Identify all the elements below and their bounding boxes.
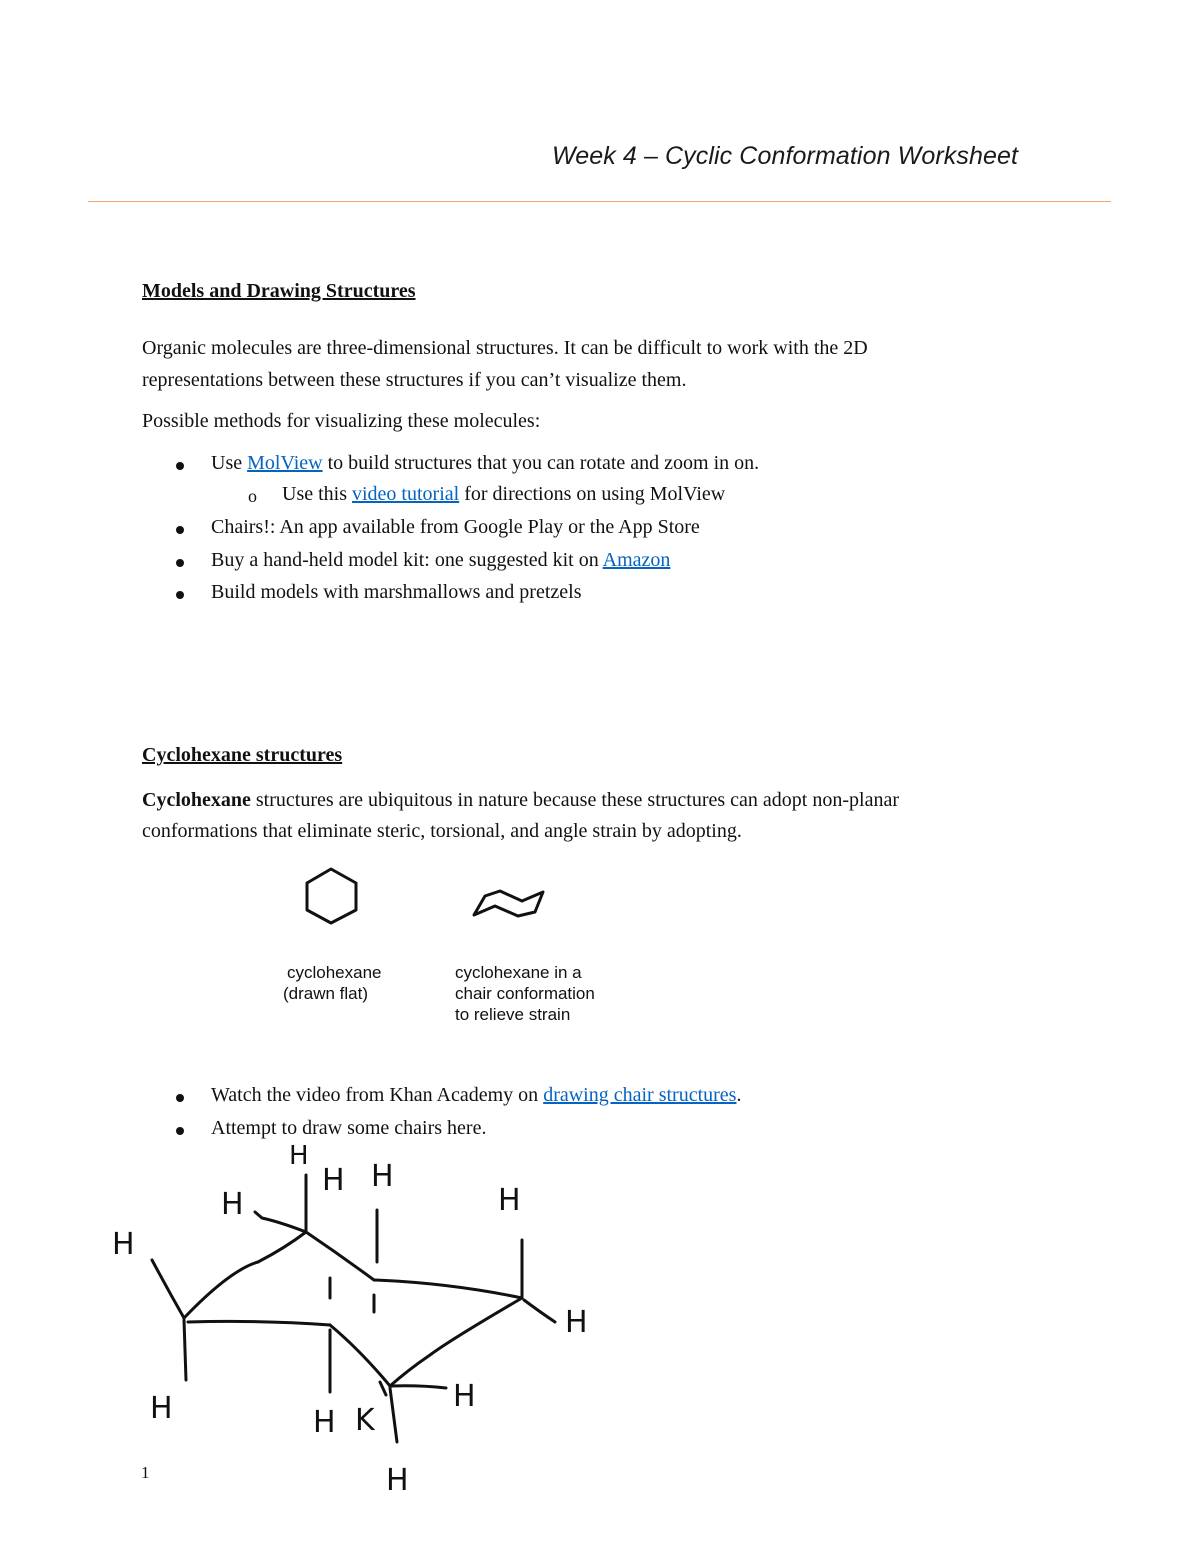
hydrogen-label: H: [371, 1159, 394, 1194]
page-header-title: Week 4 – Cyclic Conformation Worksheet: [552, 142, 1019, 170]
chair-caption-line-1: cyclohexane in a: [455, 963, 582, 982]
khan-bullet-suffix: .: [736, 1084, 742, 1106]
cyclohexane-section-heading: Cyclohexane structures: [142, 744, 343, 766]
marshmallow-bullet: Build models with marshmallows and pretzels: [211, 581, 582, 603]
amazon-link[interactable]: Amazon: [602, 549, 671, 571]
flat-caption-line-2: (drawn flat): [283, 984, 369, 1003]
cyclohexane-para-line-2: conformations that eliminate steric, torsional, and angle strain by adopting.: [142, 820, 742, 842]
chair-caption-line-2: chair conformation: [455, 984, 595, 1003]
flat-caption-line-1: cyclohexane: [287, 963, 382, 982]
chair-caption-line-3: to relieve strain: [455, 1005, 571, 1024]
cyclohexane-term: Cyclohexane: [142, 789, 251, 811]
methods-intro: Possible methods for visualizing these molecules:: [142, 410, 541, 432]
hydrogen-label: H: [565, 1305, 588, 1340]
hydrogen-label: H: [453, 1379, 476, 1414]
hydrogen-label: H: [150, 1391, 173, 1426]
hydrogen-label: H: [221, 1187, 244, 1222]
hydrogen-label: H: [386, 1463, 409, 1498]
molview-bullet-suffix: to build structures that you can rotate and zoom in on.: [322, 452, 760, 474]
hydrogen-label: H: [289, 1141, 309, 1171]
intro-line-2: representations between these structures if you can’t visualize them.: [142, 369, 687, 391]
sub-bullet-marker: o: [248, 486, 257, 506]
attempt-draw-bullet: Attempt to draw some chairs here.: [211, 1117, 487, 1139]
chairs-app-bullet: Chairs!: An app available from Google Play or the App Store: [211, 516, 700, 538]
hydrogen-label: H: [322, 1163, 345, 1198]
page-number: 1: [141, 1463, 150, 1482]
khan-bullet-prefix: Watch the video from Khan Academy on: [211, 1084, 544, 1106]
hydrogen-label: H: [498, 1183, 521, 1218]
drawing-chair-structures-link[interactable]: drawing chair structures: [543, 1084, 737, 1106]
video-tutorial-prefix: Use this: [282, 483, 352, 505]
molview-bullet-prefix: Use: [211, 452, 248, 474]
sketch-bonds: [152, 1175, 555, 1442]
models-section-heading: Models and Drawing Structures: [142, 280, 416, 302]
intro-line-1: Organic molecules are three-dimensional structures. It can be difficult to work with the 2D: [142, 337, 868, 359]
k-label: K: [355, 1403, 375, 1438]
video-tutorial-suffix: for directions on using MolView: [459, 483, 726, 505]
video-tutorial-link[interactable]: video tutorial: [352, 483, 460, 505]
cyclohexane-para-rest: structures are ubiquitous in nature because these structures can adopt non-planar: [250, 789, 899, 811]
model-kit-prefix: Buy a hand-held model kit: one suggested kit on: [211, 549, 603, 571]
hydrogen-label: H: [313, 1405, 336, 1440]
hydrogen-label: H: [112, 1227, 135, 1262]
molview-link[interactable]: MolView: [247, 452, 323, 474]
